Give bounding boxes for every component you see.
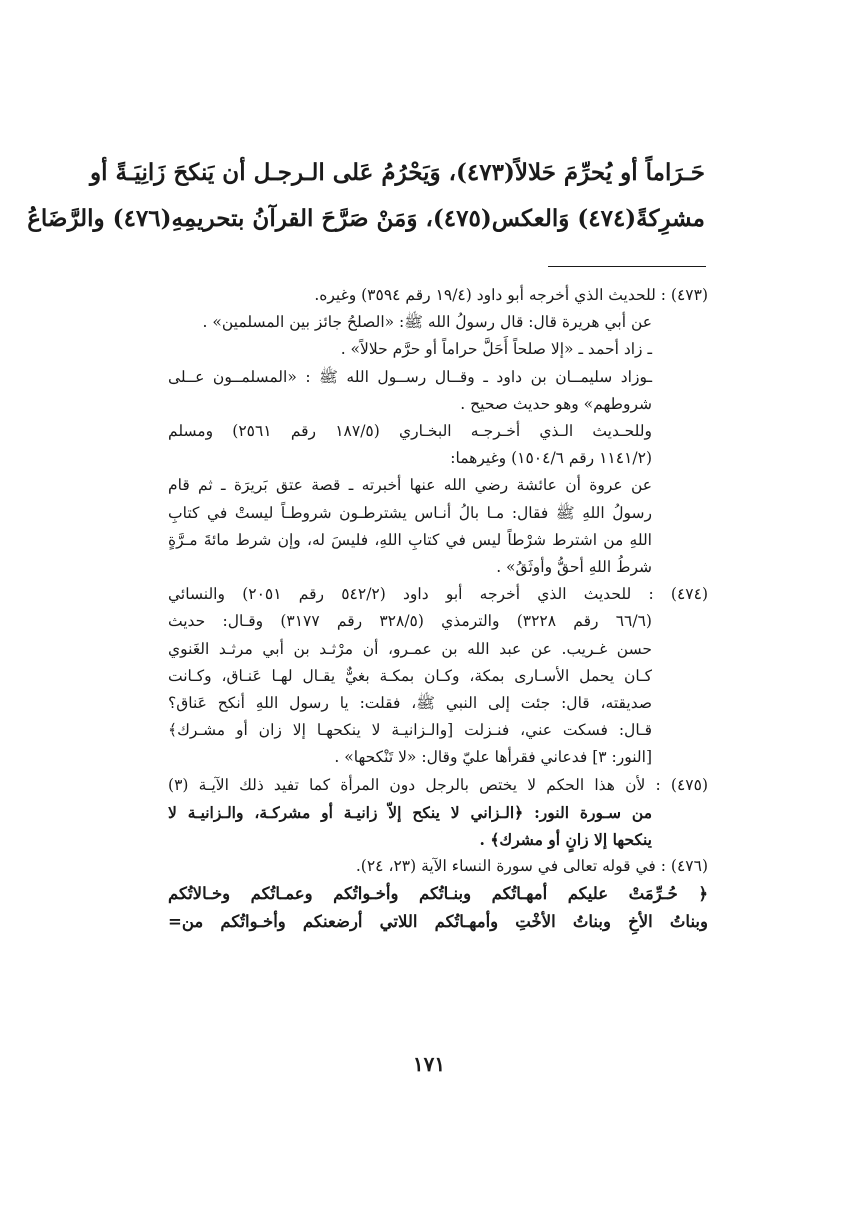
footnote-line: ينكحها إلا زانٍ أو مشرك﴾ . — [479, 830, 652, 850]
footnote-line: (٤٧٥) : لأن هذا الحكم لا يختص بالرجل دون المرأة كما تفيد ذلك الآيـة (٣) — [168, 775, 708, 794]
footnote-473 — [168, 282, 708, 581]
footnote-separator — [548, 266, 706, 267]
footnote-line: رسولُ اللهِ ﷺ فقال: مـا بالُ أنـاس يشترطـون شروطـاً ليستْ في كتابِ — [168, 503, 652, 522]
footnote-line: كـان يحمل الأسـارى بمكة، وكـان بمكـة بغيٌّ يقـال لهـا عَنـاق، وكـانت — [168, 666, 652, 685]
footnote-line: شرطُ اللهِ أحقُّ وأوثَقُ» . — [496, 558, 652, 577]
footnote-line: عن عروة أن عائشة رضي الله عنها أخبرته ـ قصة عتق بَريرَة ـ ثم قام — [168, 476, 652, 495]
footnote-line: قـال: فسكت عني، فنـزلت [والـزانيـة لا ينكحهـا إلا زان أو مشـرك﴾ — [168, 721, 652, 740]
footnote-line: شروطهم» وهو حديث صحيح . — [460, 394, 652, 413]
footnote-line: ـوزاد سليمــان بن داود ـ وقــال رســول الله ﷺ : «المسلمــون عــلى — [168, 367, 652, 386]
footnote-line: (٦٦/٦ رقم ٣٢٢٨) والترمذي (٣٢٨/٥ رقم ٣١٧٧) وقـال: حديث — [168, 612, 652, 631]
main-text-block — [27, 150, 705, 242]
footnote-line: وبناتُ الأخِ وبناتُ الأخْتِ وأمهـاتُكم اللاتي أرضعنكم وأخـواتُكم من= — [168, 911, 708, 931]
footnote-474 — [168, 581, 708, 771]
footnote-line: صديقته، قال: جئت إلى النبي ﷺ، فقلت: يا رسول اللهِ أنكح عَناق؟ — [168, 694, 652, 713]
footnote-475 — [168, 772, 708, 854]
main-text-line: مشرِكةً(٤٧٤) وَالعكس(٤٧٥)، وَمَنْ صَرَّحَ القرآنُ بتحريمِهِ(٤٧٦) والرَّضَاعُ — [27, 205, 705, 232]
footnote-line: ﴿ حُـرِّمَتْ عليكم أمهـاتُكم وبنـاتُكم وأخـواتُكم وعمـاتُكم وخـالاتُكم — [168, 884, 708, 904]
footnote-line: حسن غـريب. عن عبد الله بن عمـرو، أن مرْثـد بن أبي مرثـد الغَنوي — [168, 639, 652, 658]
footnote-line: (٤٧٣) : للحديث الذي أخرجه أبو داود (١٩/٤ رقم ٣٥٩٤) وغيره. — [314, 286, 708, 304]
footnote-line: اللهِ من اشترط شرْطاً ليس في كتابِ اللهِ، فليسَ له، وإن شرط مائةَ مـرَّةٍ — [168, 530, 652, 549]
page-number: ١٧١ — [412, 1052, 446, 1076]
footnote-line: [النور: ٣] فدعاني فقرأها عليّ وقال: «لا تَنْكحها» . — [334, 748, 652, 767]
footnote-line: (١١٤١/٢ رقم ١٥٠٤/٦) وغيرهما: — [450, 449, 652, 468]
main-text-line: حَـرَاماً أو يُحرِّمَ حَلالاً(٤٧٣)، وَيَحْرُمُ عَلى الـرجـل أن يَنكحَ زَانِيَـةً أو — [89, 159, 705, 186]
footnote-line: (٤٧٤) : للحديث الذي أخرجه أبو داود (٥٤٢/٢ رقم ٢٠٥١) والنسائي — [168, 585, 709, 604]
footnote-line: من سـورة النور: ﴿الـزاني لا ينكح إلاّ زانيـة أو مشركـة، والـزانيـة لا — [168, 802, 652, 822]
footnote-line: عن أبي هريرة قال: قال رسولُ الله ﷺ: «الصلحُ جائز بين المسلمين» . — [202, 313, 652, 332]
footnote-line: ـ زاد أحمد ـ «إلا صلحاً أَحَلَّ حراماً أو حرَّم حلالاً» . — [340, 340, 652, 359]
footnotes-section — [168, 282, 708, 935]
footnote-line: وللحـديث الـذي أخـرجـه البخـاري (١٨٧/٥ رقم ٢٥٦١) ومسلم — [168, 422, 652, 441]
footnote-476 — [168, 853, 708, 935]
footnote-line: (٤٧٦) : في قوله تعالى في سورة النساء الآية (٢٣، ٢٤). — [355, 857, 708, 876]
